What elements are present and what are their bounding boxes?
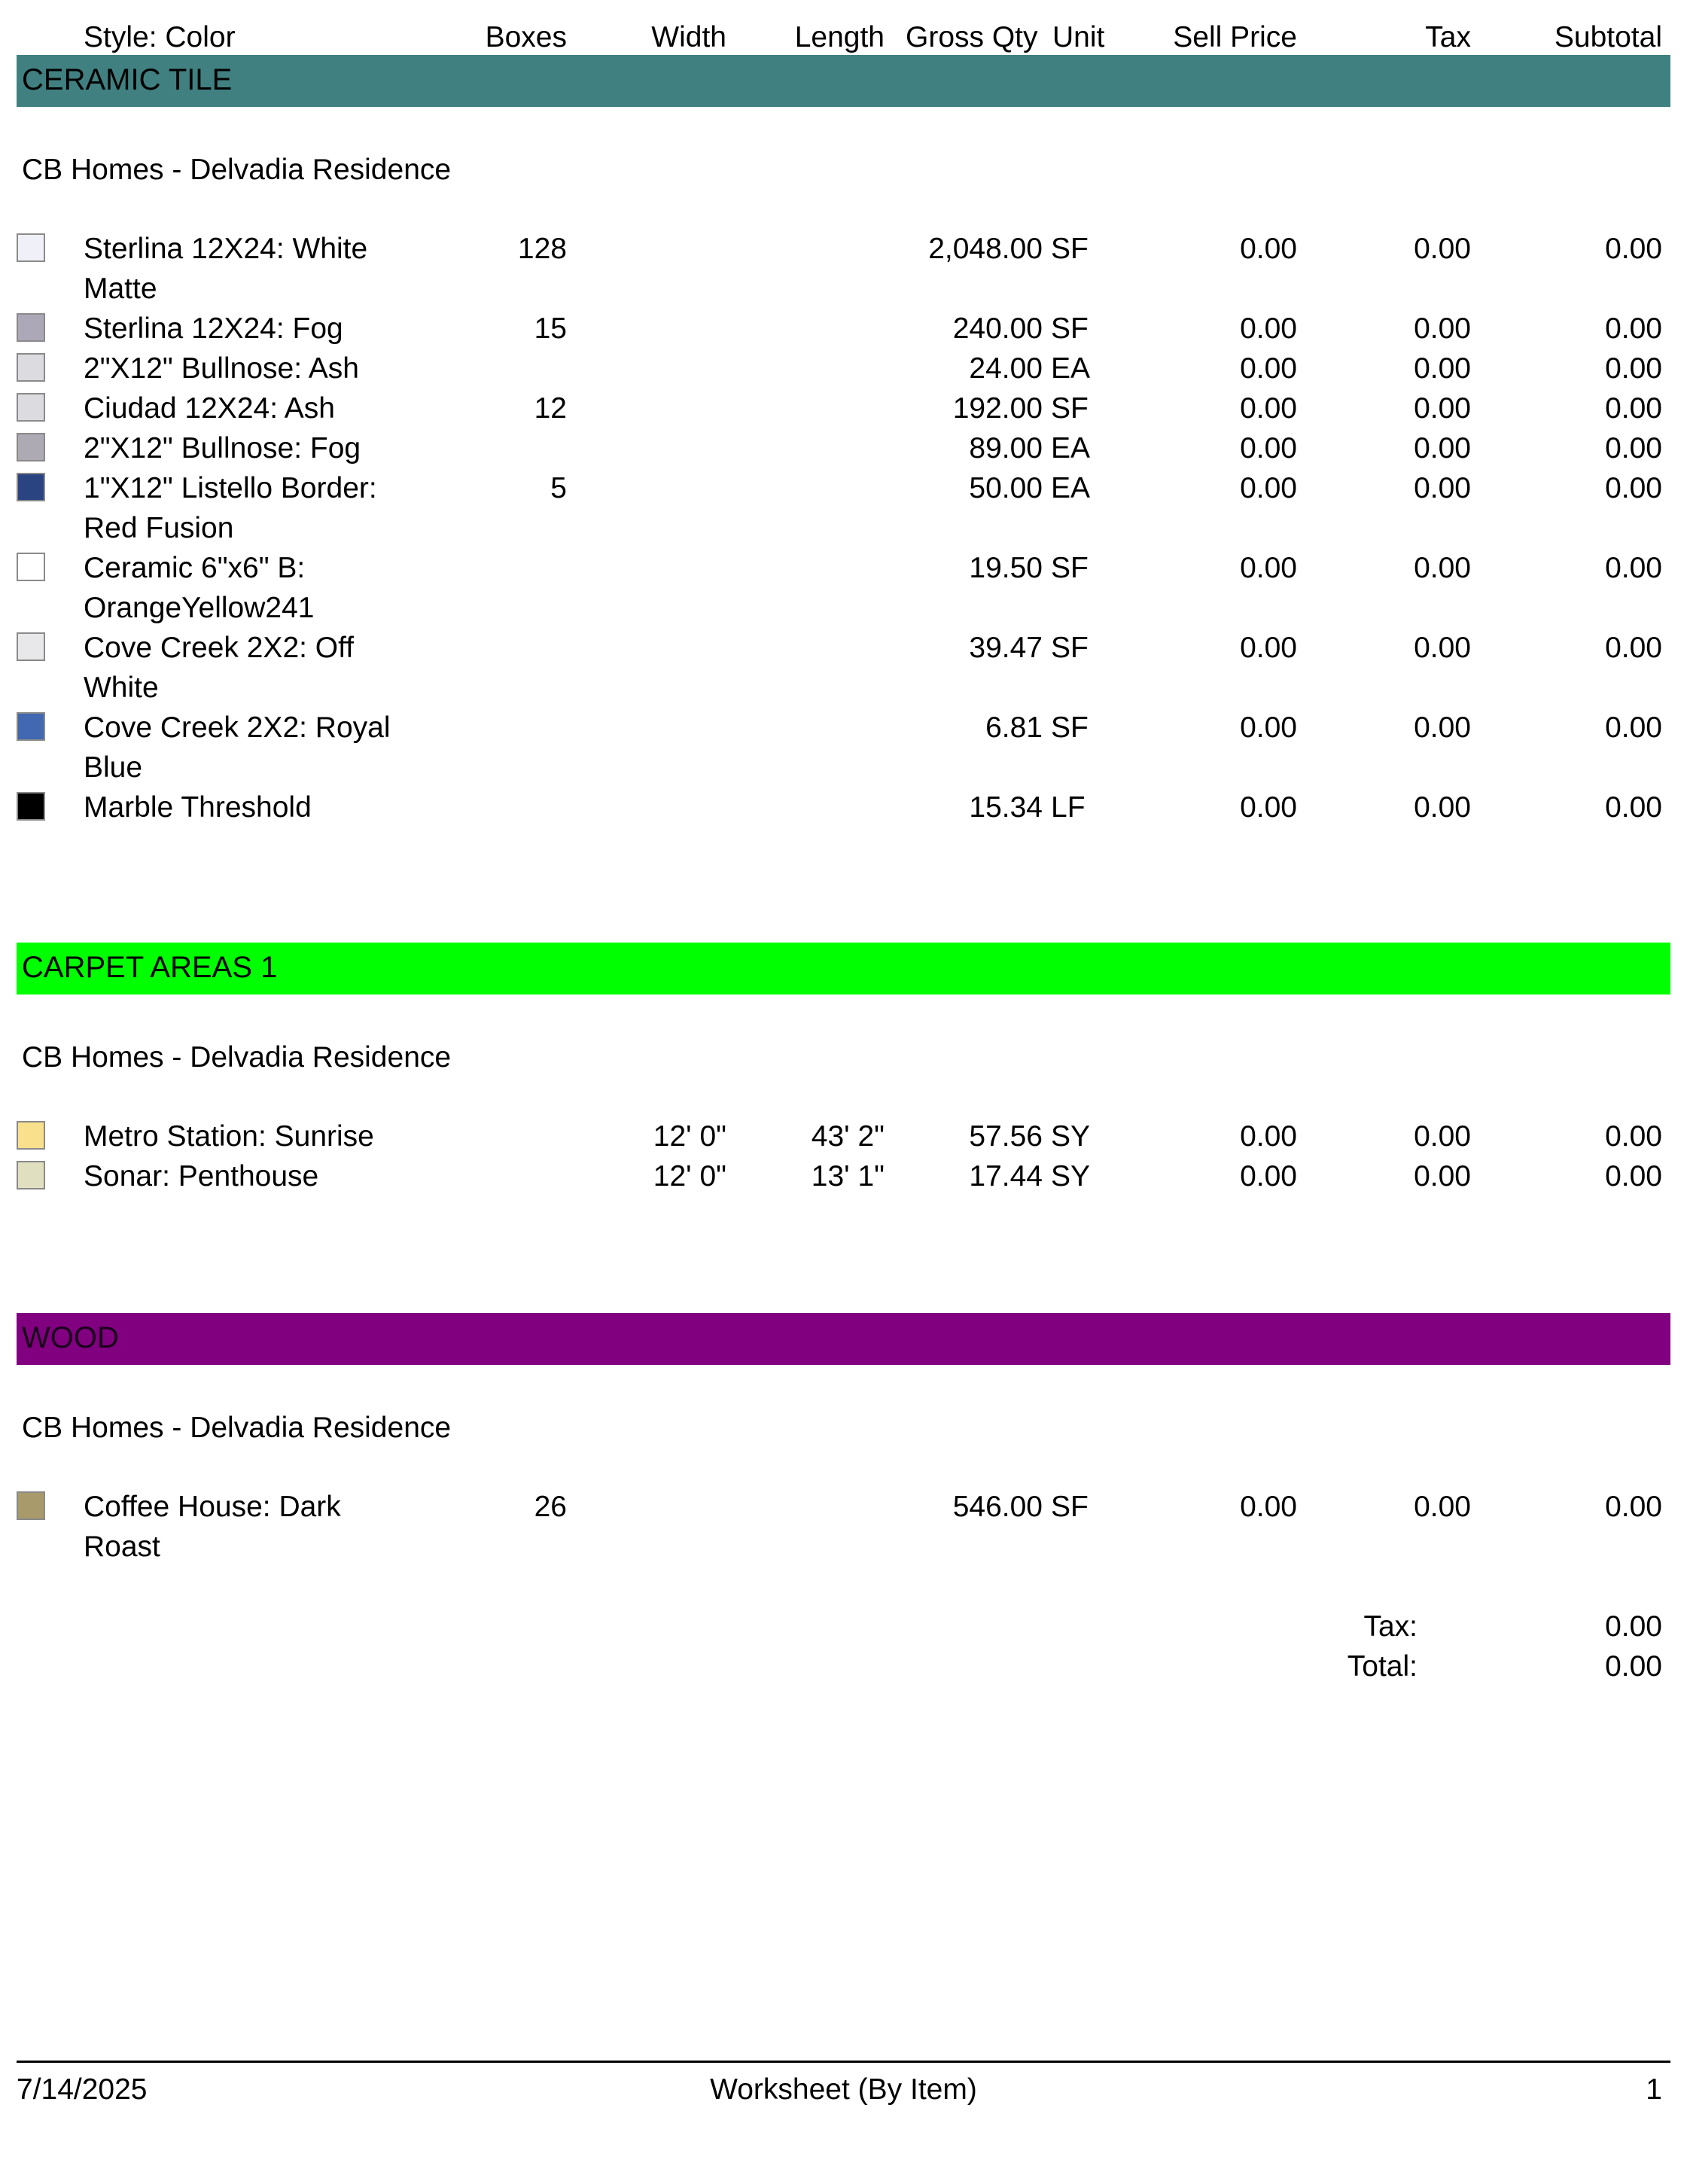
item-name-continued: White [84, 672, 159, 704]
item-boxes: 5 [550, 472, 567, 504]
item-subtotal: 0.00 [1605, 312, 1662, 345]
item-sell-price: 0.00 [1240, 472, 1297, 504]
item-gross-qty: 57.56 [969, 1120, 1043, 1153]
color-swatch [17, 313, 45, 342]
item-tax: 0.00 [1414, 432, 1471, 465]
item-tax: 0.00 [1414, 552, 1471, 584]
item-unit: SY [1051, 1120, 1091, 1153]
col-gross-qty: Gross Qty [906, 21, 1038, 53]
item-name-continued: Red Fusion [84, 512, 234, 544]
col-boxes: Boxes [485, 21, 567, 53]
color-swatch [17, 233, 45, 262]
item-gross-qty: 6.81 [985, 711, 1043, 744]
item-name: 2"X12" Bullnose: Fog [84, 432, 361, 465]
item-subtotal: 0.00 [1605, 711, 1662, 744]
footer-page-number: 1 [1646, 2073, 1662, 2106]
item-gross-qty: 89.00 [969, 432, 1043, 465]
item-subtotal: 0.00 [1605, 1491, 1662, 1523]
item-name-continued: OrangeYellow241 [84, 592, 315, 624]
item-sell-price: 0.00 [1240, 552, 1297, 584]
customer-name: CB Homes - Delvadia Residence [22, 1041, 452, 1074]
item-name: Cove Creek 2X2: Off [84, 632, 355, 664]
item-sell-price: 0.00 [1240, 711, 1297, 744]
item-subtotal: 0.00 [1605, 1120, 1662, 1153]
item-name: Ceramic 6"x6" B: [84, 552, 306, 584]
item-subtotal: 0.00 [1605, 432, 1662, 465]
item-sell-price: 0.00 [1240, 392, 1297, 425]
col-unit: Unit [1052, 21, 1105, 53]
item-width: 12' 0" [653, 1160, 726, 1193]
item-length: 43' 2" [811, 1120, 885, 1153]
item-sell-price: 0.00 [1240, 1120, 1297, 1153]
customer-name: CB Homes - Delvadia Residence [22, 1412, 452, 1444]
footer-date: 7/14/2025 [17, 2073, 148, 2106]
item-sell-price: 0.00 [1240, 1160, 1297, 1193]
item-tax: 0.00 [1414, 1160, 1471, 1193]
item-unit: SF [1051, 711, 1089, 744]
item-sell-price: 0.00 [1240, 791, 1297, 824]
item-unit: SF [1051, 312, 1089, 345]
item-tax: 0.00 [1414, 1491, 1471, 1523]
item-sell-price: 0.00 [1240, 312, 1297, 345]
item-name: Marble Threshold [84, 791, 312, 824]
item-gross-qty: 2,048.00 [928, 233, 1043, 265]
color-swatch [17, 792, 45, 821]
item-subtotal: 0.00 [1605, 552, 1662, 584]
footer-rule [17, 2061, 1670, 2063]
tax-value: 0.00 [1605, 1610, 1662, 1643]
item-subtotal: 0.00 [1605, 352, 1662, 385]
color-swatch [17, 553, 45, 581]
item-subtotal: 0.00 [1605, 632, 1662, 664]
item-gross-qty: 24.00 [969, 352, 1043, 385]
item-tax: 0.00 [1414, 791, 1471, 824]
item-name: Ciudad 12X24: Ash [84, 392, 335, 425]
item-name: Metro Station: Sunrise [84, 1120, 374, 1153]
color-swatch [17, 1161, 45, 1189]
item-name-continued: Roast [84, 1531, 160, 1563]
item-tax: 0.00 [1414, 233, 1471, 265]
item-unit: SY [1051, 1160, 1091, 1193]
item-tax: 0.00 [1414, 392, 1471, 425]
item-unit: SF [1051, 1491, 1089, 1523]
item-tax: 0.00 [1414, 632, 1471, 664]
item-boxes: 15 [534, 312, 567, 345]
item-boxes: 12 [534, 392, 567, 425]
item-name: Cove Creek 2X2: Royal [84, 711, 391, 744]
item-boxes: 128 [517, 233, 567, 265]
item-unit: EA [1051, 352, 1091, 385]
item-unit: LF [1051, 791, 1086, 824]
item-unit: EA [1051, 472, 1091, 504]
item-name-continued: Matte [84, 273, 157, 305]
color-swatch [17, 1121, 45, 1150]
col-style-color: Style: Color [84, 21, 236, 53]
item-gross-qty: 15.34 [969, 791, 1043, 824]
total-value: 0.00 [1605, 1650, 1662, 1683]
color-swatch [17, 433, 45, 461]
item-sell-price: 0.00 [1240, 233, 1297, 265]
color-swatch [17, 393, 45, 422]
item-gross-qty: 546.00 [952, 1491, 1043, 1523]
color-swatch [17, 353, 45, 382]
section-band [17, 943, 1670, 995]
item-sell-price: 0.00 [1240, 432, 1297, 465]
item-name: Coffee House: Dark [84, 1491, 341, 1523]
item-unit: SF [1051, 392, 1089, 425]
item-tax: 0.00 [1414, 711, 1471, 744]
col-subtotal: Subtotal [1554, 21, 1662, 53]
item-name: Sonar: Penthouse [84, 1160, 319, 1193]
item-gross-qty: 19.50 [969, 552, 1043, 584]
item-subtotal: 0.00 [1605, 1160, 1662, 1193]
item-gross-qty: 240.00 [952, 312, 1043, 345]
item-name-continued: Blue [84, 751, 143, 784]
section-band [17, 55, 1670, 107]
section-title: WOOD [22, 1321, 119, 1354]
color-swatch [17, 473, 45, 501]
item-width: 12' 0" [653, 1120, 726, 1153]
col-tax: Tax [1425, 21, 1471, 53]
tax-label: Tax: [1363, 1610, 1418, 1643]
item-sell-price: 0.00 [1240, 1491, 1297, 1523]
color-swatch [17, 1491, 45, 1520]
item-gross-qty: 50.00 [969, 472, 1043, 504]
item-length: 13' 1" [811, 1160, 885, 1193]
item-tax: 0.00 [1414, 1120, 1471, 1153]
footer-title: Worksheet (By Item) [710, 2073, 977, 2106]
item-unit: SF [1051, 632, 1089, 664]
section-band [17, 1313, 1670, 1365]
item-unit: SF [1051, 233, 1089, 265]
item-gross-qty: 192.00 [952, 392, 1043, 425]
item-name: Sterlina 12X24: White [84, 233, 368, 265]
item-subtotal: 0.00 [1605, 472, 1662, 504]
item-sell-price: 0.00 [1240, 352, 1297, 385]
item-subtotal: 0.00 [1605, 791, 1662, 824]
item-tax: 0.00 [1414, 472, 1471, 504]
item-unit: EA [1051, 432, 1091, 465]
col-length: Length [794, 21, 885, 53]
item-gross-qty: 17.44 [969, 1160, 1043, 1193]
total-label: Total: [1347, 1650, 1418, 1683]
item-sell-price: 0.00 [1240, 632, 1297, 664]
col-sell-price: Sell Price [1173, 21, 1297, 53]
item-subtotal: 0.00 [1605, 392, 1662, 425]
color-swatch [17, 712, 45, 741]
item-unit: SF [1051, 552, 1089, 584]
section-title: CARPET AREAS 1 [22, 951, 278, 984]
item-tax: 0.00 [1414, 312, 1471, 345]
col-width: Width [651, 21, 726, 53]
item-subtotal: 0.00 [1605, 233, 1662, 265]
customer-name: CB Homes - Delvadia Residence [22, 154, 452, 186]
section-title: CERAMIC TILE [22, 63, 233, 96]
item-name: 2"X12" Bullnose: Ash [84, 352, 359, 385]
item-name: 1"X12" Listello Border: [84, 472, 377, 504]
item-gross-qty: 39.47 [969, 632, 1043, 664]
color-swatch [17, 632, 45, 661]
item-boxes: 26 [534, 1491, 567, 1523]
item-name: Sterlina 12X24: Fog [84, 312, 343, 345]
item-tax: 0.00 [1414, 352, 1471, 385]
